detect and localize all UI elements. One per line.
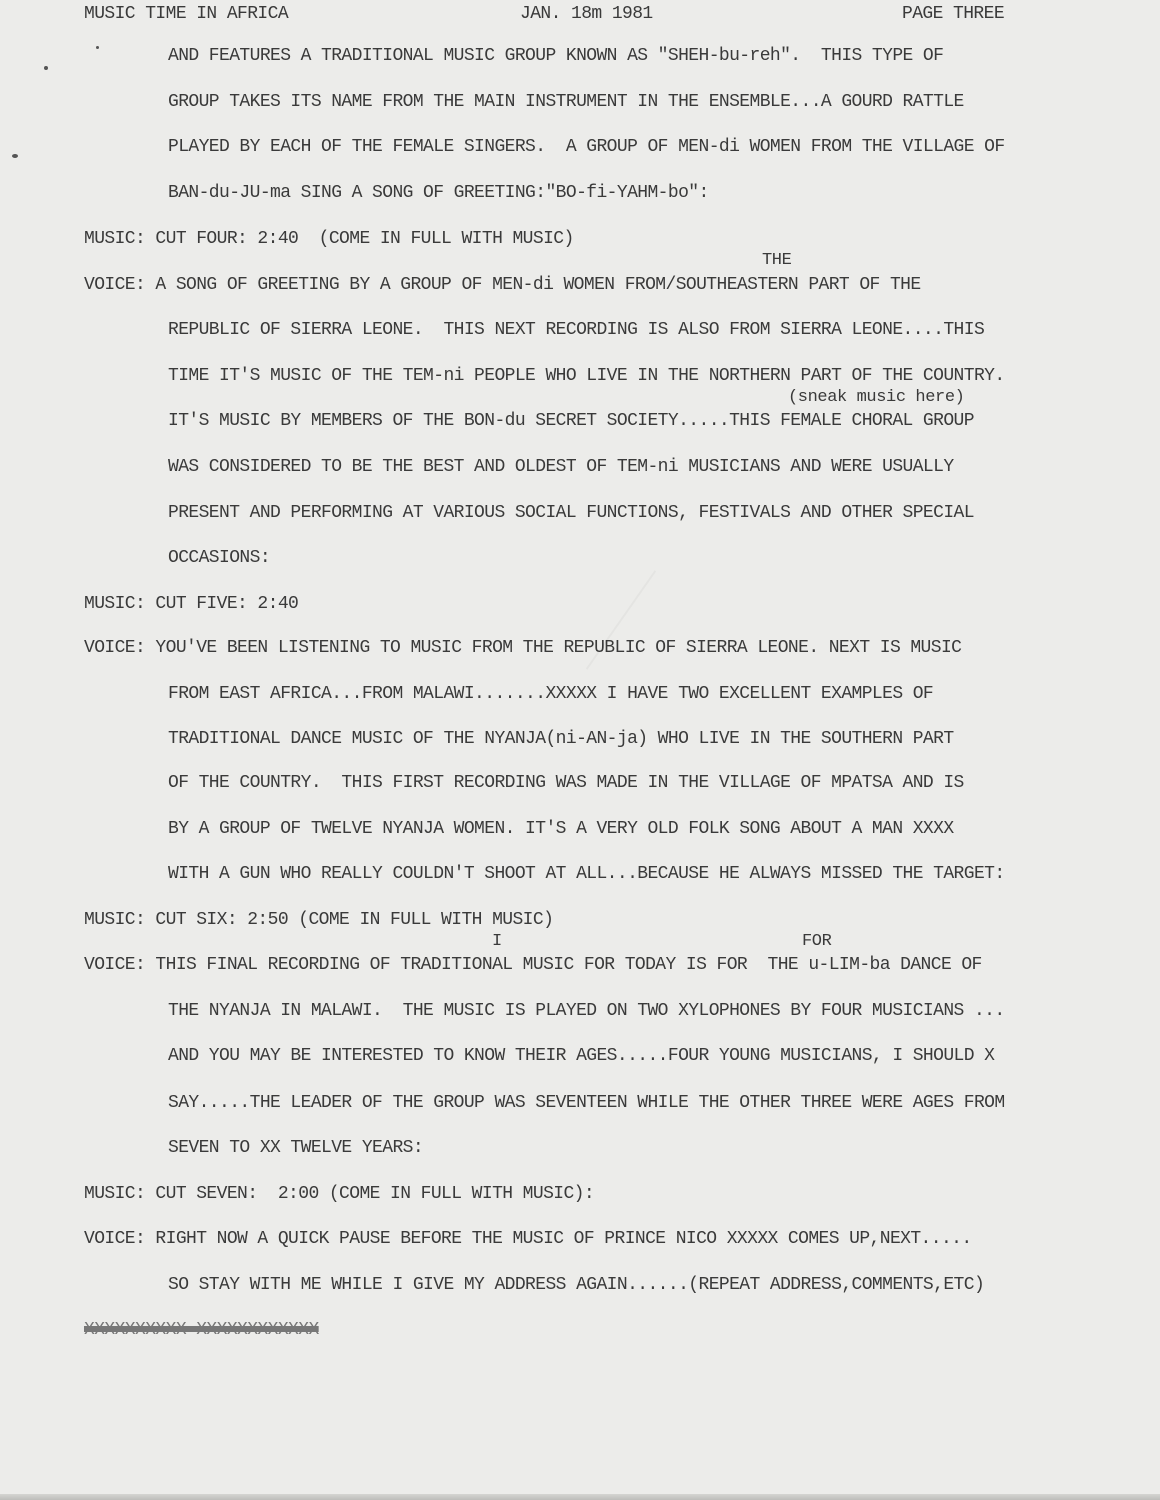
script-line: OCCASIONS: bbox=[168, 548, 271, 568]
handwritten-insert: THE bbox=[762, 251, 792, 270]
margin-dot bbox=[96, 46, 99, 49]
script-line: FROM EAST AFRICA...FROM MALAWI.......XXXXX I HAVE TWO EXCELLENT EXAMPLES OF bbox=[168, 684, 934, 704]
music-cue: MUSIC: CUT SEVEN: 2:00 (COME IN FULL WITH MUSIC): bbox=[84, 1184, 595, 1204]
music-cue: MUSIC: CUT SIX: 2:50 (COME IN FULL WITH MUSIC) bbox=[84, 910, 554, 930]
script-line: REPUBLIC OF SIERRA LEONE. THIS NEXT RECORDING IS ALSO FROM SIERRA LEONE....THIS bbox=[168, 320, 985, 340]
script-line: GROUP TAKES ITS NAME FROM THE MAIN INSTRUMENT IN THE ENSEMBLE...A GOURD RATTLE bbox=[168, 92, 964, 112]
paper-bottom-edge bbox=[0, 1494, 1160, 1500]
struck-out-line: XXXXXXXXXX XXXXXXXXXXXX bbox=[84, 1320, 319, 1340]
script-line: PRESENT AND PERFORMING AT VARIOUS SOCIAL FUNCTIONS, FESTIVALS AND OTHER SPECIAL bbox=[168, 503, 974, 523]
script-line: AND FEATURES A TRADITIONAL MUSIC GROUP KNOWN AS "SHEH-bu-reh". THIS TYPE OF bbox=[168, 46, 944, 66]
script-line: PLAYED BY EACH OF THE FEMALE SINGERS. A GROUP OF MEN-di WOMEN FROM THE VILLAGE OF bbox=[168, 137, 1005, 157]
script-line: BY A GROUP OF TWELVE NYANJA WOMEN. IT'S A VERY OLD FOLK SONG ABOUT A MAN XXXX bbox=[168, 819, 954, 839]
script-line: SEVEN TO XX TWELVE YEARS: bbox=[168, 1138, 424, 1158]
header-program-title: MUSIC TIME IN AFRICA bbox=[84, 4, 289, 24]
music-cue: MUSIC: CUT FOUR: 2:40 (COME IN FULL WITH MUSIC) bbox=[84, 229, 574, 249]
script-line: WITH A GUN WHO REALLY COULDN'T SHOOT AT ALL...BECAUSE HE ALWAYS MISSED THE TARGET: bbox=[168, 864, 1005, 884]
script-line: AND YOU MAY BE INTERESTED TO KNOW THEIR AGES.....FOUR YOUNG MUSICIANS, I SHOULD X bbox=[168, 1046, 995, 1066]
script-line: THE NYANJA IN MALAWI. THE MUSIC IS PLAYED ON TWO XYLOPHONES BY FOUR MUSICIANS ... bbox=[168, 1001, 1005, 1021]
script-line: SAY.....THE LEADER OF THE GROUP WAS SEVENTEEN WHILE THE OTHER THREE WERE AGES FROM bbox=[168, 1093, 1005, 1113]
music-cue: MUSIC: CUT FIVE: 2:40 bbox=[84, 594, 299, 614]
voice-cue: VOICE: A SONG OF GREETING BY A GROUP OF MEN-di WOMEN FROM/SOUTHEASTERN PART OF THE bbox=[84, 275, 921, 295]
script-line: BAN-du-JU-ma SING A SONG OF GREETING:"BO-fi-YAHM-bo": bbox=[168, 183, 709, 203]
script-line: TIME IT'S MUSIC OF THE TEM-ni PEOPLE WHO LIVE IN THE NORTHERN PART OF THE COUNTRY. bbox=[168, 366, 1005, 386]
header-page-number: PAGE THREE bbox=[902, 4, 1005, 24]
script-line: SO STAY WITH ME WHILE I GIVE MY ADDRESS AGAIN......(REPEAT ADDRESS,COMMENTS,ETC) bbox=[168, 1275, 985, 1295]
script-line: OF THE COUNTRY. THIS FIRST RECORDING WAS MADE IN THE VILLAGE OF MPATSA AND IS bbox=[168, 773, 964, 793]
voice-cue: VOICE: THIS FINAL RECORDING OF TRADITIONAL MUSIC FOR TODAY IS FOR THE u-LIM-ba DANCE OF bbox=[84, 955, 982, 975]
script-line: TRADITIONAL DANCE MUSIC OF THE NYANJA(ni-AN-ja) WHO LIVE IN THE SOUTHERN PART bbox=[168, 729, 954, 749]
production-note: (sneak music here) bbox=[788, 388, 965, 407]
header-date: JAN. 18m 1981 bbox=[520, 4, 653, 24]
voice-cue: VOICE: YOU'VE BEEN LISTENING TO MUSIC FROM THE REPUBLIC OF SIERRA LEONE. NEXT IS MUSIC bbox=[84, 638, 962, 658]
handwritten-insert: I bbox=[492, 932, 502, 951]
handwritten-insert: FOR bbox=[802, 932, 832, 951]
script-line: WAS CONSIDERED TO BE THE BEST AND OLDEST OF TEM-ni MUSICIANS AND WERE USUALLY bbox=[168, 457, 954, 477]
voice-cue: VOICE: RIGHT NOW A QUICK PAUSE BEFORE THE MUSIC OF PRINCE NICO XXXXX COMES UP,NEXT..... bbox=[84, 1229, 972, 1249]
margin-dot bbox=[44, 66, 48, 70]
margin-mark bbox=[12, 154, 18, 158]
script-line: IT'S MUSIC BY MEMBERS OF THE BON-du SECRET SOCIETY.....THIS FEMALE CHORAL GROUP bbox=[168, 411, 974, 431]
